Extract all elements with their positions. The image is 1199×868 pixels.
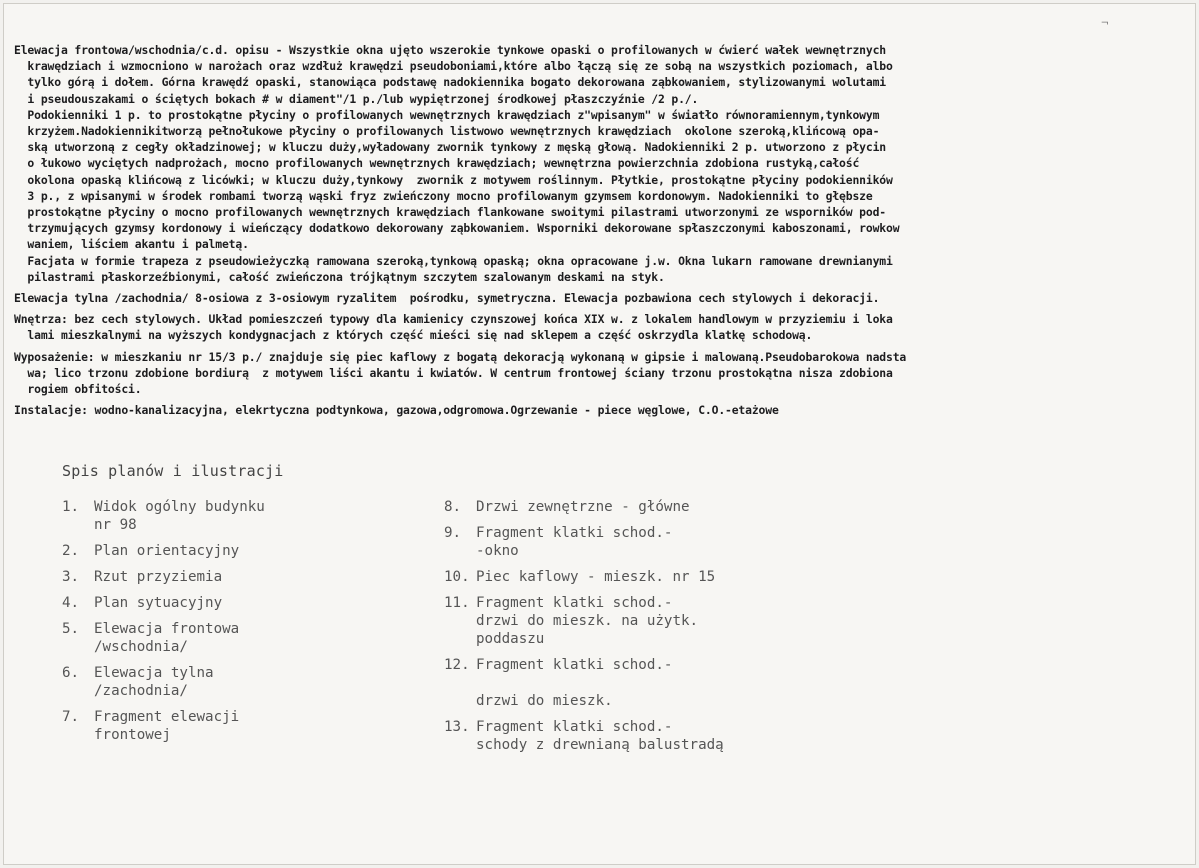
item-number: 4. xyxy=(62,595,80,611)
item-text: nr 98 xyxy=(94,517,137,533)
illustration-item xyxy=(444,524,864,560)
paragraph xyxy=(14,42,1122,285)
illustrations-list-title: Spis planów i ilustracji xyxy=(62,462,284,480)
typed-line: i pseudouszakami o ściętych bokach # w diament"/1 p./lub wypiętrzonej środkowej płaszczyźnie /2 p./. xyxy=(14,91,699,106)
item-text: Drzwi zewnętrzne - główne xyxy=(476,499,690,515)
typed-line: okolona opaską klińcową z licówki; w kluczu duży,tynkowy zwornik z motywem roślinnym. Płytkie, prostokątne płyciny podokienników xyxy=(14,172,893,187)
illustration-item xyxy=(62,542,422,560)
item-number: 11. xyxy=(444,595,470,611)
illustration-item xyxy=(62,708,422,744)
paragraph xyxy=(14,311,1122,343)
item-number: 5. xyxy=(62,621,80,637)
item-number: 13. xyxy=(444,719,470,735)
typed-line: Facjata w formie trapeza z pseudowieżyczką ramowana szeroką,tynkową opaską; okna opracowane j.w. Okna lukarn ramowane drewnianymi xyxy=(14,253,893,268)
item-text: Plan orientacyjny xyxy=(94,543,240,559)
illustration-item xyxy=(444,656,864,710)
illustration-item xyxy=(62,620,422,656)
item-text: Rzut przyziemia xyxy=(94,569,223,585)
item-text: Fragment klatki schod.- xyxy=(476,719,673,735)
illustration-item xyxy=(444,498,864,516)
paragraph xyxy=(14,290,1122,306)
illustrations-list-right xyxy=(444,498,864,754)
item-text: poddaszu xyxy=(476,631,545,647)
illustration-item xyxy=(444,594,864,648)
item-number: 12. xyxy=(444,657,470,673)
item-number: 8. xyxy=(444,499,462,515)
item-text: frontowej xyxy=(94,727,171,743)
typed-line: trzymujących gzymsy kordonowy i wieńczący dodatkowo dekorowany ząbkowaniem. Wsporniki dekorowane spłaszczonymi kaboszonami, rowkow xyxy=(14,221,900,236)
typed-line: Wnętrza: bez cech stylowych. Układ pomieszczeń typowy dla kamienicy czynszowej końca XIX w. z lokalem handlowym w przyziemiu i loka xyxy=(14,312,893,327)
item-text: Fragment elewacji xyxy=(94,709,240,725)
typed-line: rogiem obfitości. xyxy=(14,382,142,397)
illustration-item xyxy=(62,594,422,612)
typed-line: prostokątne płyciny o mocno profilowanych wewnętrznych krawędziach flankowane swoitymi pilastrami utworzonymi ze wsporników pod- xyxy=(14,205,887,220)
typed-line: Wyposażenie: w mieszkaniu nr 15/3 p./ znajduje się piec kaflowy z bogatą dekoracją wykonaną w gipsie i malowaną.Pseudobarokowa nadsta xyxy=(14,349,907,364)
typed-line: waniem, liściem akantu i palmetą. xyxy=(14,237,249,252)
item-text: Fragment klatki schod.- xyxy=(476,657,673,673)
item-text: Elewacja frontowa xyxy=(94,621,240,637)
typed-line: Elewacja tylna /zachodnia/ 8-osiowa z 3-osiowym ryzalitem pośrodku, symetryczna. Elewacja pozbawiona cech stylowych i dekoracji. xyxy=(14,291,880,306)
item-text: -okno xyxy=(476,543,519,559)
typed-line: lami mieszkalnymi na wyższych kondygnacjach z których część mieści się nad sklepem a część oskrzydla klatkę schodową. xyxy=(14,328,813,343)
item-text: Fragment klatki schod.- xyxy=(476,595,673,611)
item-text: Plan sytuacyjny xyxy=(94,595,223,611)
typed-line: o łukowo wyciętych nadprożach, mocno profilowanych wewnętrznych krawędziach; wewnętrzna powierzchnia zdobiona rustyką,całość xyxy=(14,156,860,171)
item-text: Piec kaflowy - mieszk. nr 15 xyxy=(476,569,716,585)
item-number: 6. xyxy=(62,665,80,681)
typed-line: 3 p., z wpisanymi w środek rombami tworzą wąski fryz zwieńczony mocno profilowanym gzymsem kordonowym. Nadokienniki to głębsze xyxy=(14,188,873,203)
item-text: drzwi do mieszk. na użytk. xyxy=(476,613,699,629)
illustration-item xyxy=(444,718,864,754)
item-number: 10. xyxy=(444,569,470,585)
typed-line: Elewacja frontowa/wschodnia/c.d. opisu - Wszystkie okna ujęto wszerokie tynkowe opaski o profilowanych w ćwierć wałek wewnętrznych xyxy=(14,43,887,57)
item-number: 9. xyxy=(444,525,462,541)
typed-line: tylko górą i dołem. Górna krawędź opaski, stanowiąca podstawę nadokiennika bogato dekorowana ząbkowaniem, stylizowanymi wolutami xyxy=(14,75,887,90)
item-text: /wschodnia/ xyxy=(94,639,188,655)
item-text: Fragment klatki schod.- xyxy=(476,525,673,541)
item-text: schody z drewnianą balustradą xyxy=(476,737,724,753)
item-number: 7. xyxy=(62,709,80,725)
typed-description xyxy=(14,42,1122,418)
typed-line: pilastrami płaskorzeźbionymi, całość zwieńczona trójkątnym szczytem szalowanym deskami na styk. xyxy=(14,269,665,284)
typed-line: ską utworzoną z cegły okładzinowej; w kluczu duży,wyładowany zwornik tynkowy z męską głową. Nadokienniki 2 p. utworzono z płycin xyxy=(14,140,887,155)
item-number: 1. xyxy=(62,499,80,515)
illustration-item xyxy=(62,664,422,700)
typed-line: Podokienniki 1 p. to prostokątne płyciny o profilowanych wewnętrznych krawędziach z"wpisanym" w światło równoramiennym,tynkowym xyxy=(14,107,880,122)
typed-line: wa; lico trzonu zdobione bordiurą z motywem liści akantu i kwiatów. W centrum frontowej ściany trzonu prostokątna nisza zdobiona xyxy=(14,365,893,380)
item-number: 3. xyxy=(62,569,80,585)
item-text: drzwi do mieszk. xyxy=(476,693,613,709)
illustration-item xyxy=(62,498,422,534)
typed-line: krawędziach i wzmocniono w narożach oraz wzdłuż krawędzi pseudoboniami,które albo łączą się ze sobą na wszystkich poziomach, albo xyxy=(14,59,893,74)
typed-line: krzyżem.Nadokiennikitworzą pełnołukowe płyciny o profilowanych listwowo wewnętrznych krawędziach okolone szeroką,klińcową opa- xyxy=(14,124,880,139)
item-text: Elewacja tylna xyxy=(94,665,214,681)
item-text: /zachodnia/ xyxy=(94,683,188,699)
illustration-item xyxy=(62,568,422,586)
paragraph xyxy=(14,402,1122,418)
corner-mark: ¬ xyxy=(1100,18,1109,29)
illustration-item xyxy=(444,568,864,586)
paragraph xyxy=(14,349,1122,398)
item-number: 2. xyxy=(62,543,80,559)
item-text xyxy=(476,674,864,692)
typed-line: Instalacje: wodno-kanalizacyjna, elekrtyczna podtynkowa, gazowa,odgromowa.Ogrzewanie - piece węglowe, C.O.-etażowe xyxy=(14,403,779,418)
item-text: Widok ogólny budynku xyxy=(94,499,265,515)
illustrations-list-left xyxy=(62,498,422,744)
